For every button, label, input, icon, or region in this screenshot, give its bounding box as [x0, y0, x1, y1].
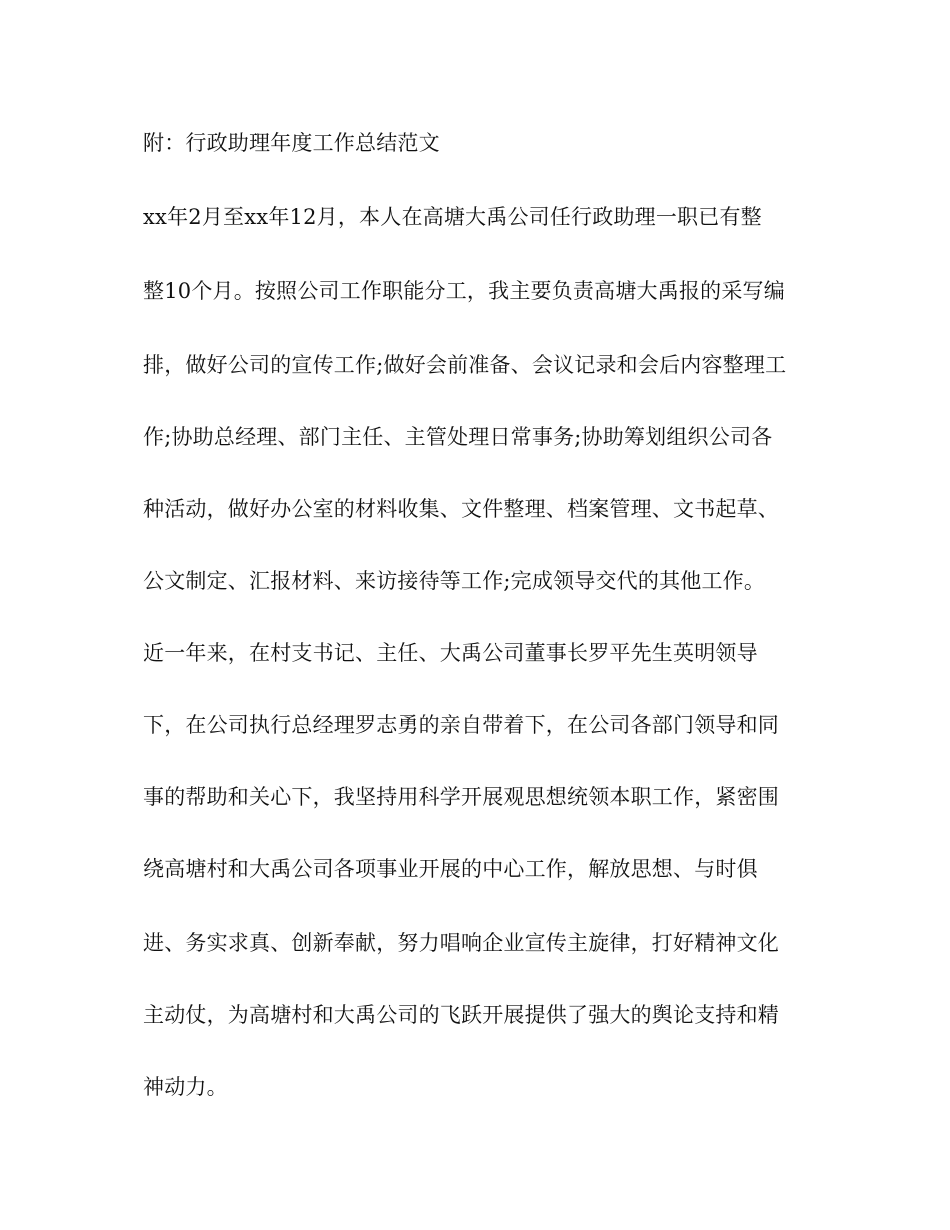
body-line: xx年2月至xx年12月，本人在高塘大禹公司任行政助理一职已有整 [143, 205, 762, 229]
body-line: 种活动，做好办公室的材料收集、文件整理、档案管理、文书起草、 [143, 497, 779, 521]
body-line: 公文制定、汇报材料、来访接待等工作;完成领导交代的其他工作。 [143, 569, 766, 593]
body-line: 整10个月。按照公司工作职能分工，我主要负责高塘大禹报的采写编 [143, 279, 785, 303]
body-line: 神动力。 [143, 1075, 228, 1099]
body-line: 事的帮助和关心下，我坚持用科学开展观思想统领本职工作，紧密围 [143, 785, 779, 809]
body-line: 近一年来，在村支书记、主任、大禹公司董事长罗平先生英明领导 [143, 641, 758, 665]
body-line: 作;协助总经理、部门主任、主管处理日常事务;协助筹划组织公司各 [143, 425, 773, 449]
body-line: 排，做好公司的宣传工作;做好会前准备、会议记录和会后内容整理工 [143, 353, 787, 377]
body-line: 绕高塘村和大禹公司各项事业开展的中心工作，解放思想、与时俱 [143, 857, 758, 881]
body-line: 下，在公司执行总经理罗志勇的亲自带着下，在公司各部门领导和同 [143, 713, 779, 737]
document-title: 附：行政助理年度工作总结范文 [143, 131, 440, 155]
body-line: 进、务实求真、创新奉献，努力唱响企业宣传主旋律，打好精神文化 [143, 931, 779, 955]
body-line: 主动仗，为高塘村和大禹公司的飞跃开展提供了强大的舆论支持和精 [143, 1003, 779, 1027]
